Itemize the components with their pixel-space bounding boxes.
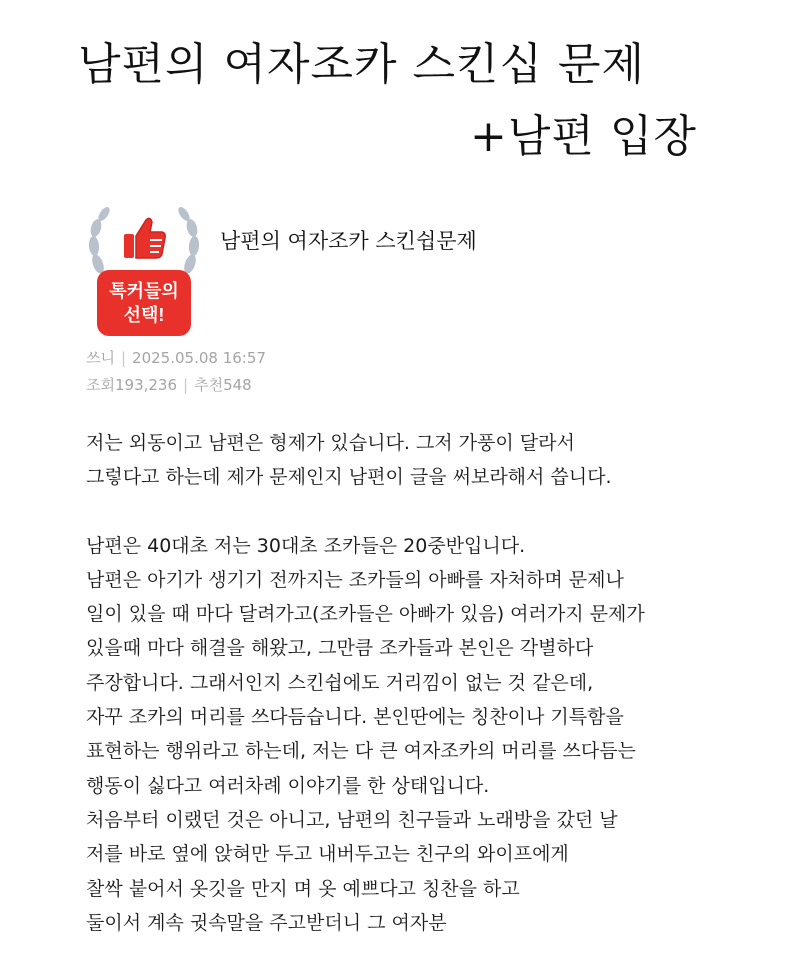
recommend-count: 548 [223,376,252,394]
badge-line1: 톡커들의 [109,281,179,301]
body-line: 찰싹 붙어서 옷깃을 만지 며 옷 예쁘다고 칭찬을 하고 [86,877,520,900]
body-line: 남편은 아기가 생기기 전까지는 조카들의 아빠를 자처하며 문제나 [86,568,624,591]
body-line: 자꾸 조카의 머리를 쓰다듬습니다. 본인딴에는 칭찬이나 기특함을 [86,706,624,729]
body-line: 저는 외동이고 남편은 형제가 있습니다. 그저 가풍이 달라서 [86,432,575,454]
body-line: 표현하는 행위라고 하는데, 저는 다 큰 여자조카의 머리를 쓰다듬는 [86,740,636,763]
headline-line1: 남편의 여자조카 스킨십 문제 [78,39,646,90]
body-line: 처음부터 이랬던 것은 아니고, 남편의 친구들과 노래방을 갔던 날 [86,808,618,831]
best-pick-badge [84,206,204,336]
author-name[interactable]: 쓰니 [86,349,115,367]
badge-line2: 선택! [123,305,165,325]
post-meta-author-date: 쓰니 | 2025.05.08 16:57 [86,349,266,367]
views-count: 193,236 [114,376,178,394]
headline-line2: +남편 입장 [470,111,697,162]
body-line: 저를 바로 옆에 앉혀만 두고 내버두고는 친구의 와이프에게 [86,843,569,866]
post-title[interactable]: 남편의 여자조카 스킨쉽문제 [220,229,477,253]
post-body [86,426,786,940]
body-line: 주장합니다. 그래서인지 스킨쉽에도 거리낌이 없는 것 같은데, [86,671,594,694]
body-line: 일이 있을 때 마다 달려가고(조카들은 아빠가 있음) 여러가지 문제가 [86,603,645,626]
body-line: 그렇다고 하는데 제가 문제인지 남편이 글을 써보라해서 씁니다. [86,466,612,489]
post-date: 2025.05.08 16:57 [132,349,266,367]
views-label: 조회 [86,376,115,394]
post-meta-stats: 조회193,236 | 추천548 [86,376,252,394]
body-line: 행동이 싫다고 여러차례 이야기를 한 상태입니다. [86,774,490,797]
recommend-label: 추천 [194,376,224,394]
body-line: 있을때 마다 해결을 해왔고, 그만큼 조카들과 본인은 각별하다 [86,637,594,660]
body-line: 남편은 40대초 저는 30대초 조카들은 20중반입니다. [86,534,526,557]
best-pick-tag [97,270,191,336]
body-line: 둘이서 계속 귓속말을 주고받더니 그 여자분 [86,911,447,934]
thumbs-up-icon [120,214,168,262]
